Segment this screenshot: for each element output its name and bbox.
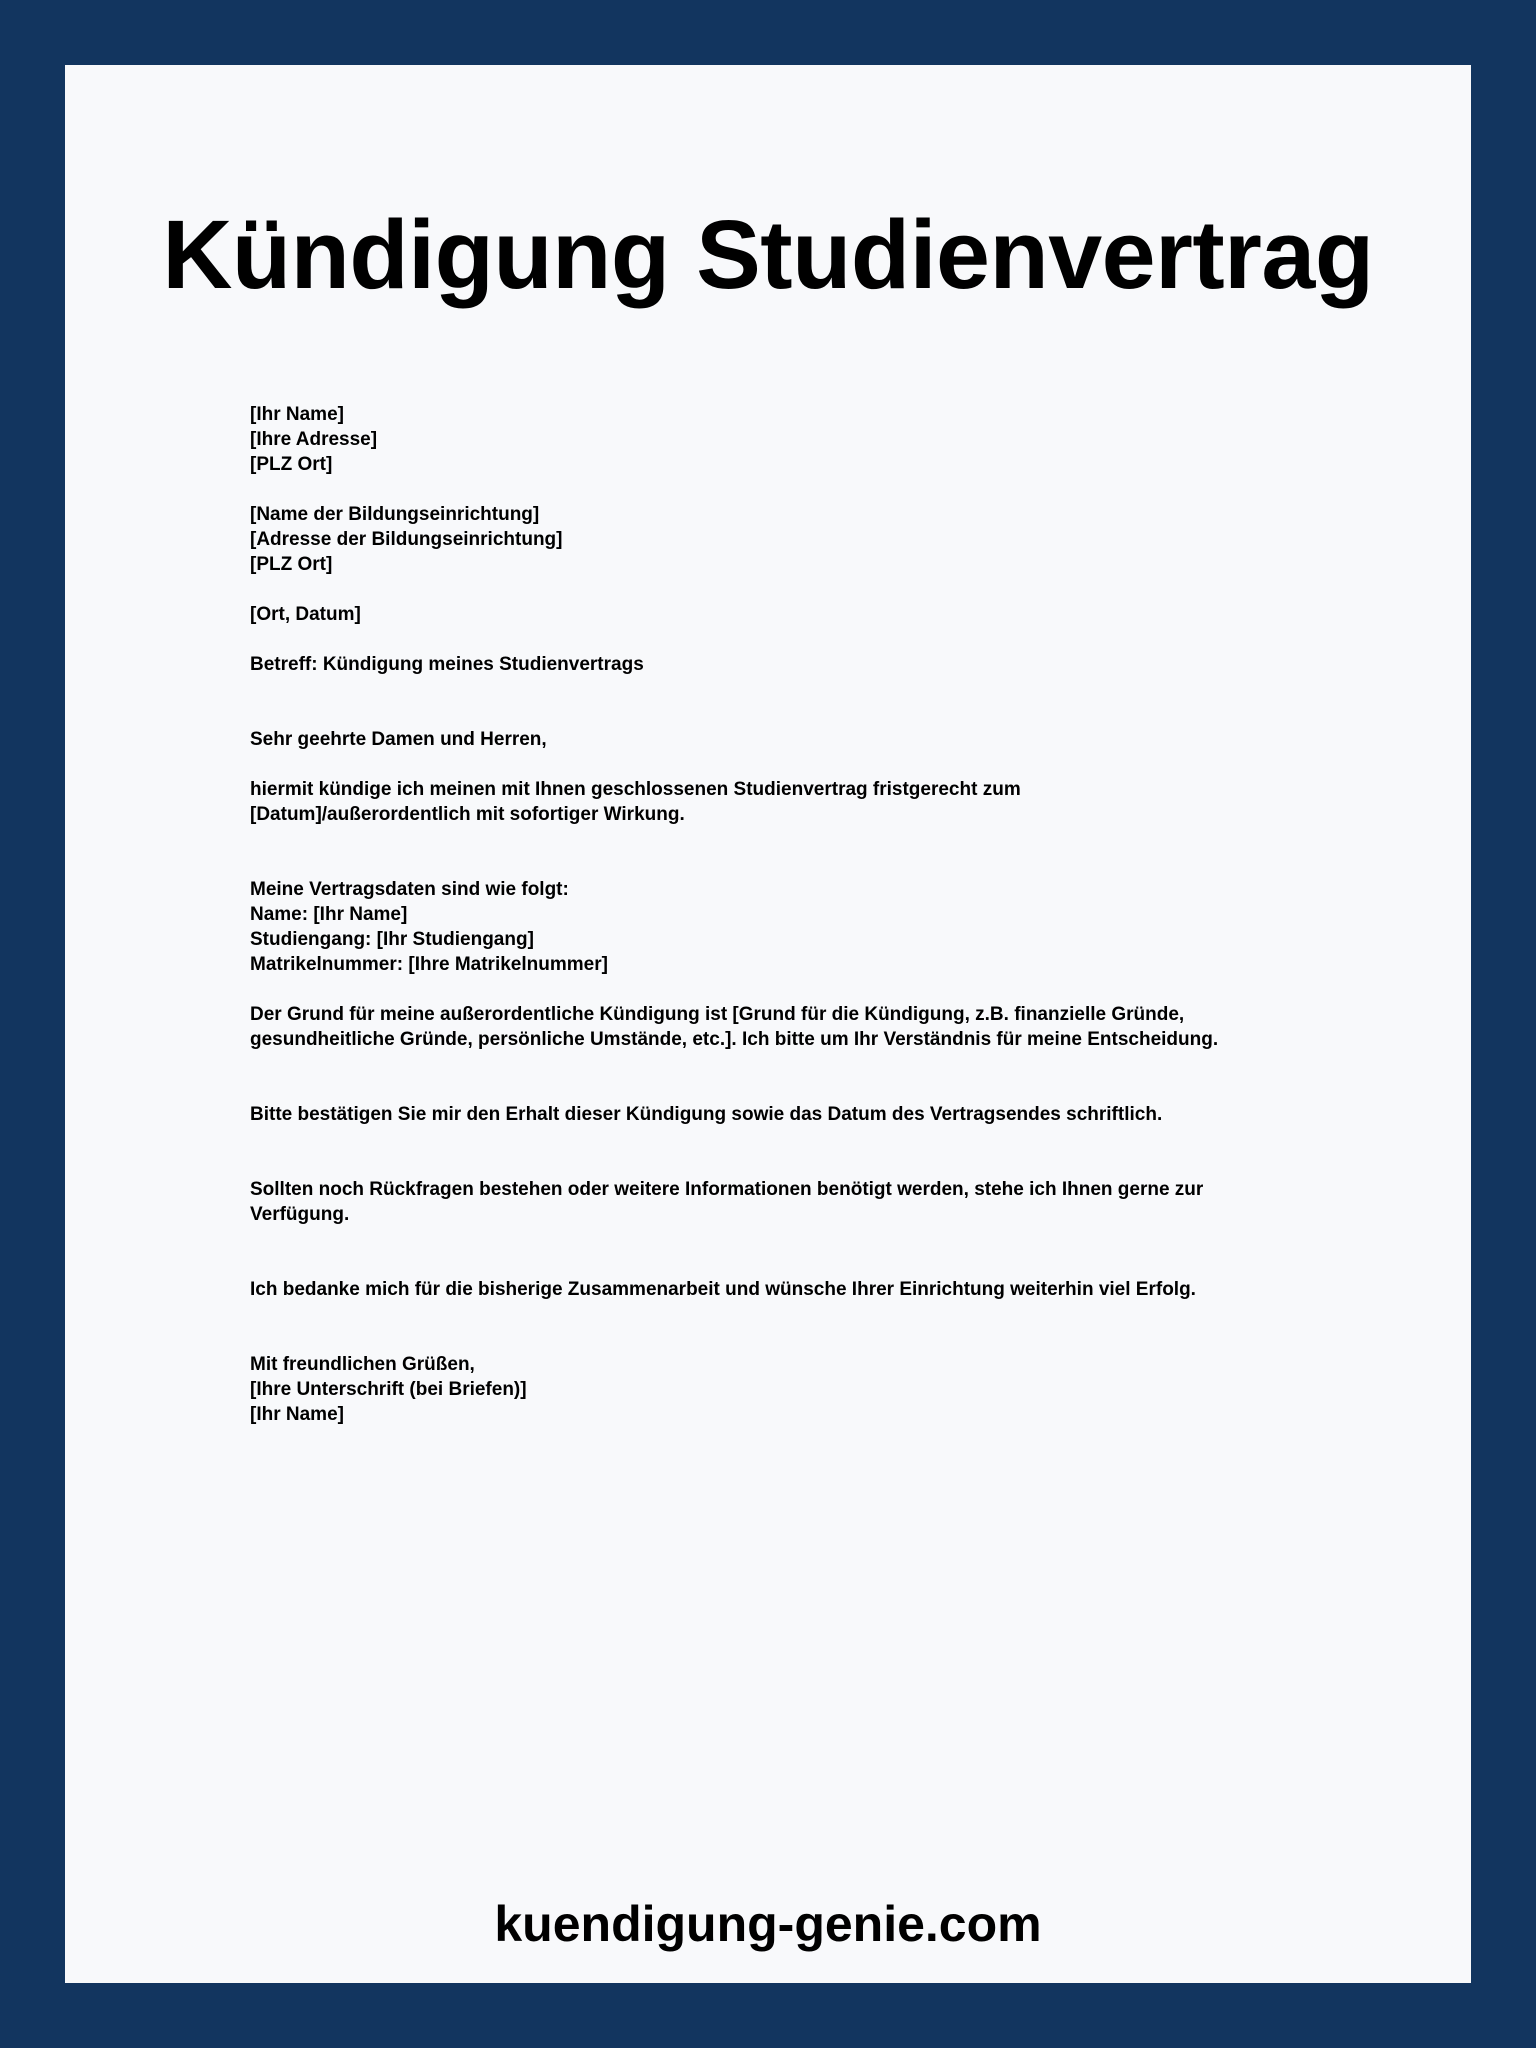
- reason-line: Der Grund für meine außerordentliche Kündigung ist [Grund für die Kündigung, z.B. finanzielle Gründe,: [250, 1004, 1185, 1025]
- questions-line: Sollten noch Rückfragen bestehen oder weitere Informationen benötigt werden, stehe ich Ihnen gerne zur: [250, 1179, 1204, 1200]
- document-title: Kündigung Studienvertrag: [162, 200, 1374, 309]
- contract-data-name: Name: [Ihr Name]: [250, 904, 408, 925]
- recipient-name: [Name der Bildungseinrichtung]: [250, 504, 540, 525]
- intro-line: hiermit kündige ich meinen mit Ihnen geschlossenen Studienvertrag fristgerecht zum: [250, 779, 1021, 800]
- letter-page: [65, 65, 1471, 1983]
- sender-name: [Ihr Name]: [250, 404, 344, 425]
- contract-data-student-id: Matrikelnummer: [Ihre Matrikelnummer]: [250, 954, 608, 975]
- intro-line: [Datum]/außerordentlich mit sofortiger Wirkung.: [250, 804, 685, 825]
- questions-line: Verfügung.: [250, 1204, 350, 1225]
- recipient-address: [Adresse der Bildungseinrichtung]: [250, 529, 563, 550]
- closing-signature: [Ihre Unterschrift (bei Briefen)]: [250, 1379, 527, 1400]
- contract-data-heading: Meine Vertragsdaten sind wie folgt:: [250, 879, 569, 900]
- salutation: Sehr geehrte Damen und Herren,: [250, 729, 547, 750]
- footer-website: kuendigung-genie.com: [494, 1896, 1042, 1952]
- closing-name: [Ihr Name]: [250, 1404, 344, 1425]
- place-date: [Ort, Datum]: [250, 604, 361, 625]
- thanks-paragraph: Ich bedanke mich für die bisherige Zusammenarbeit und wünsche Ihrer Einrichtung weiterhin viel Erfolg.: [250, 1279, 1196, 1300]
- subject-line: Betreff: Kündigung meines Studienvertrags: [250, 654, 644, 675]
- contract-data-program: Studiengang: [Ihr Studiengang]: [250, 929, 534, 950]
- sender-address: [Ihre Adresse]: [250, 429, 378, 450]
- sender-city: [PLZ Ort]: [250, 454, 333, 475]
- recipient-city: [PLZ Ort]: [250, 554, 333, 575]
- reason-line: gesundheitliche Gründe, persönliche Umstände, etc.]. Ich bitte um Ihr Verständnis für meine Entscheidung.: [250, 1029, 1219, 1050]
- closing-greeting: Mit freundlichen Grüßen,: [250, 1354, 475, 1375]
- confirmation-paragraph: Bitte bestätigen Sie mir den Erhalt dieser Kündigung sowie das Datum des Vertragsendes schriftlich.: [250, 1104, 1163, 1125]
